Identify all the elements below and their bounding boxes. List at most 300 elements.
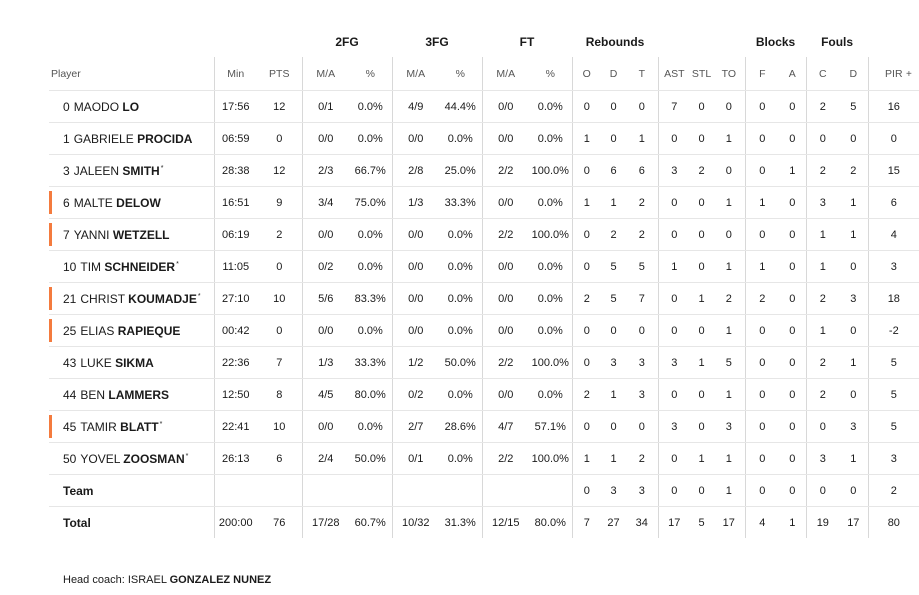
stat-d: 5 <box>839 91 868 123</box>
player-last-name[interactable]: SMITH <box>122 163 160 178</box>
group-rebounds: Rebounds <box>585 34 645 49</box>
stat-a: 0 <box>779 187 806 219</box>
stat-m-a: 2/2 <box>482 443 529 475</box>
stat-d: 0 <box>601 411 626 443</box>
stat-m-a: 0/0 <box>482 251 529 283</box>
stat-to: 1 <box>713 187 745 219</box>
player-name-cell[interactable] <box>49 283 214 315</box>
stat-a: 0 <box>779 219 806 251</box>
stat-a: 0 <box>779 315 806 347</box>
stat-m-a: 0/0 <box>392 219 439 251</box>
stat-pct <box>529 475 572 507</box>
player-name-cell[interactable] <box>49 187 214 219</box>
stat-pct: 0.0% <box>349 91 392 123</box>
stat-d: 2 <box>601 219 626 251</box>
stat-t: 2 <box>626 219 658 251</box>
col-header-18-d[interactable]: D <box>839 57 868 91</box>
stat-pct: 83.3% <box>349 283 392 315</box>
stat-pct: 0.0% <box>529 123 572 155</box>
stat-d: 1 <box>601 379 626 411</box>
head-coach-label: Head coach: <box>63 574 125 586</box>
stat-d: 0 <box>839 123 868 155</box>
player-first-name: MALTE <box>73 195 113 210</box>
stat-pct: 28.6% <box>439 411 482 443</box>
stat-m-a: 2/2 <box>482 219 529 251</box>
stat-o: 1 <box>572 443 601 475</box>
player-first-name: TIM <box>80 259 102 274</box>
stat-f: 0 <box>745 91 779 123</box>
stat-a: 0 <box>779 411 806 443</box>
stat-min: 16:51 <box>214 187 257 219</box>
stat-t: 2 <box>626 443 658 475</box>
stat-ast: 1 <box>658 251 690 283</box>
stat-ast: 0 <box>658 283 690 315</box>
stat-o: 0 <box>572 347 601 379</box>
stat-ast: 0 <box>658 123 690 155</box>
player-row[interactable] <box>49 155 919 187</box>
stat-pir: 3 <box>868 251 919 283</box>
stat-d: 0 <box>601 123 626 155</box>
stat-pct: 0.0% <box>529 251 572 283</box>
stat-min: 22:41 <box>214 411 257 443</box>
team-row <box>49 475 919 507</box>
stat-stl: 5 <box>698 516 705 529</box>
stat-d: 6 <box>601 155 626 187</box>
stat-f: 0 <box>745 475 779 507</box>
stat-stl: 0 <box>690 219 713 251</box>
player-row[interactable] <box>49 443 919 475</box>
stat-pct: 33.3% <box>349 347 392 379</box>
stat-o: 7 <box>572 507 601 539</box>
stat-pts: 10 <box>257 283 302 315</box>
stat-pts: 0 <box>257 315 302 347</box>
player-first-name: YANNI <box>73 227 110 242</box>
stat-m-a: 0/1 <box>392 443 439 475</box>
col-header-6-pct[interactable]: % <box>439 57 482 91</box>
stat-to: 1 <box>713 315 745 347</box>
stat-ast: 3 <box>658 347 690 379</box>
stat-pts: 7 <box>257 347 302 379</box>
stat-min: 06:19 <box>214 219 257 251</box>
stat-pct: 0.0% <box>529 283 572 315</box>
stat-c: 2 <box>806 283 839 315</box>
stat-ast: 0 <box>658 187 690 219</box>
stat-pct: 44.4% <box>439 91 482 123</box>
starter-marker: * <box>185 452 189 460</box>
player-name-cell[interactable] <box>49 315 214 347</box>
group-3fg: 3FG <box>425 34 449 49</box>
stat-pct: 0.0% <box>349 411 392 443</box>
stat-m-a: 1/3 <box>392 187 439 219</box>
group-header-row <box>49 26 919 57</box>
stat-to: 1 <box>713 475 745 507</box>
stat-f: 2 <box>745 283 779 315</box>
player-last-name[interactable]: WETZELL <box>112 227 170 242</box>
stat-f: 0 <box>745 123 779 155</box>
highlight-marker <box>49 415 52 438</box>
stat-pct: 0.0% <box>439 123 482 155</box>
player-last-name[interactable]: LAMMERS <box>108 387 170 402</box>
player-last-name[interactable]: KOUMADJE <box>128 291 197 306</box>
stat-d: 27 <box>607 516 620 529</box>
stat-min: 12:50 <box>214 379 257 411</box>
stat-d: 0 <box>601 91 626 123</box>
stat-m-a: 0/0 <box>482 123 529 155</box>
col-header-14-to[interactable]: TO <box>713 57 745 91</box>
stat-f: 0 <box>745 443 779 475</box>
player-row[interactable] <box>49 219 919 251</box>
col-header-4-pct[interactable]: % <box>349 57 392 91</box>
stat-t: 0 <box>626 411 658 443</box>
stat-pts: 0 <box>257 123 302 155</box>
stat-d: 3 <box>839 411 868 443</box>
stat-pct: 0.0% <box>439 443 482 475</box>
player-name-cell[interactable] <box>49 411 214 443</box>
stat-pir: 18 <box>868 283 919 315</box>
group-fouls: Fouls <box>821 34 854 49</box>
stat-pct: 25.0% <box>439 155 482 187</box>
group-blocks: Blocks <box>755 34 796 49</box>
more-columns-indicator[interactable]: + <box>906 69 912 80</box>
player-number: 6 <box>63 195 70 210</box>
stat-a: 0 <box>779 475 806 507</box>
stat-m-a: 2/7 <box>392 411 439 443</box>
stat-stl: 0 <box>690 187 713 219</box>
player-last-name[interactable]: SIKMA <box>115 355 154 370</box>
stat-pts: 6 <box>257 443 302 475</box>
stat-d: 0 <box>839 315 868 347</box>
stat-m-a: 0/0 <box>302 219 349 251</box>
stat-a: 0 <box>779 91 806 123</box>
player-last-name[interactable]: DELOW <box>116 195 161 210</box>
stat-c: 1 <box>806 251 839 283</box>
stat-m-a: 0/0 <box>302 315 349 347</box>
stat-t: 3 <box>626 347 658 379</box>
stat-pct <box>439 475 482 507</box>
stat-m-a: 0/0 <box>302 411 349 443</box>
player-first-name: JALEEN <box>73 163 120 178</box>
stat-stl: 0 <box>690 251 713 283</box>
stat-m-a: 1/2 <box>392 347 439 379</box>
player-row[interactable] <box>49 91 919 123</box>
stat-m-a: 0/0 <box>392 283 439 315</box>
stat-to: 0 <box>713 219 745 251</box>
stat-stl: 0 <box>690 123 713 155</box>
stat-to: 1 <box>713 251 745 283</box>
stat-m-a: 0/0 <box>392 315 439 347</box>
stat-m-a: 1/3 <box>302 347 349 379</box>
stat-m-a: 0/0 <box>482 379 529 411</box>
stat-pct: 50.0% <box>349 443 392 475</box>
stat-m-a: 0/0 <box>482 315 529 347</box>
stat-m-a: 2/2 <box>482 155 529 187</box>
stat-t: 0 <box>626 315 658 347</box>
stat-t: 2 <box>626 187 658 219</box>
stat-d: 0 <box>839 251 868 283</box>
stat-pts: 12 <box>257 155 302 187</box>
stat-stl: 1 <box>690 283 713 315</box>
stat-to: 0 <box>713 91 745 123</box>
stat-m-a: 2/2 <box>482 347 529 379</box>
stat-d: 5 <box>601 251 626 283</box>
stat-to: 0 <box>713 155 745 187</box>
stat-min: 11:05 <box>214 251 257 283</box>
stat-m-a: 4/9 <box>392 91 439 123</box>
stat-f: 1 <box>745 251 779 283</box>
stat-c: 19 <box>806 507 839 539</box>
stat-min: 17:56 <box>214 91 257 123</box>
box-score-table <box>49 26 919 538</box>
stat-pct: 100.0% <box>529 155 572 187</box>
stat-f: 4 <box>745 507 779 539</box>
stat-min: 27:10 <box>214 283 257 315</box>
stat-m-a: 12/15 <box>482 507 529 539</box>
stat-stl: 0 <box>690 91 713 123</box>
stat-c: 0 <box>806 475 839 507</box>
col-header-7-m-a[interactable]: M/A <box>482 57 529 91</box>
stat-pct: 0.0% <box>529 379 572 411</box>
stat-o: 0 <box>572 251 601 283</box>
stat-pts: 76 <box>273 516 286 529</box>
player-rows <box>49 91 919 539</box>
stat-min: 00:42 <box>214 315 257 347</box>
col-header-5-m-a[interactable]: M/A <box>392 57 439 91</box>
stat-to: 5 <box>713 347 745 379</box>
starter-marker: * <box>159 420 163 428</box>
highlight-marker <box>49 191 52 214</box>
stat-pct: 0.0% <box>349 219 392 251</box>
player-row[interactable] <box>49 315 919 347</box>
stat-pir: 15 <box>868 155 919 187</box>
highlight-marker <box>49 223 52 246</box>
col-header-1-min[interactable]: Min <box>214 57 257 91</box>
stat-stl: 0 <box>690 379 713 411</box>
stat-pct: 100.0% <box>529 347 572 379</box>
stat-d: 3 <box>839 283 868 315</box>
stat-a: 0 <box>779 443 806 475</box>
column-header-row <box>49 57 919 91</box>
stat-t: 3 <box>626 379 658 411</box>
stat-c: 1 <box>806 219 839 251</box>
stat-pct: 0.0% <box>349 123 392 155</box>
stat-o: 1 <box>572 187 601 219</box>
stat-pct: 80.0% <box>349 379 392 411</box>
stat-o: 0 <box>572 475 601 507</box>
player-name-cell[interactable] <box>49 251 214 283</box>
player-row[interactable] <box>49 379 919 411</box>
player-number: 25 <box>63 323 77 338</box>
stat-pts: 9 <box>257 187 302 219</box>
col-header-17-c[interactable]: C <box>806 57 839 91</box>
stat-m-a <box>302 475 349 507</box>
player-name-cell[interactable] <box>49 155 214 187</box>
starter-marker: * <box>160 164 164 172</box>
stat-pct: 60.7% <box>354 516 386 529</box>
head-coach-first: ISRAEL <box>127 574 167 586</box>
stat-to: 1 <box>713 379 745 411</box>
stat-pir: 80 <box>868 507 919 539</box>
col-header-16-a[interactable]: A <box>779 57 806 91</box>
stat-min: 06:59 <box>214 123 257 155</box>
stat-to: 17 <box>722 516 735 529</box>
col-header-15-f[interactable]: F <box>745 57 779 91</box>
player-number: 3 <box>63 163 70 178</box>
highlight-marker <box>49 287 52 310</box>
stat-m-a: 0/0 <box>482 91 529 123</box>
starter-marker: * <box>176 260 179 268</box>
stat-o: 0 <box>572 91 601 123</box>
stat-min: 200:00 <box>214 507 257 539</box>
stat-m-a <box>482 475 529 507</box>
player-number: 50 <box>63 451 77 466</box>
stat-m-a: 2/8 <box>392 155 439 187</box>
player-row[interactable] <box>49 187 919 219</box>
stat-d: 1 <box>839 187 868 219</box>
stat-f: 1 <box>745 187 779 219</box>
player-name-cell[interactable] <box>49 219 214 251</box>
stat-pir: 3 <box>868 443 919 475</box>
stat-pct: 0.0% <box>439 251 482 283</box>
player-name-cell[interactable] <box>49 123 214 155</box>
stat-pir: 4 <box>868 219 919 251</box>
stat-c: 0 <box>806 123 839 155</box>
stat-pts: 0 <box>257 251 302 283</box>
stat-pct: 80.0% <box>534 516 566 529</box>
stat-t: 3 <box>626 475 658 507</box>
stat-pts: 8 <box>257 379 302 411</box>
player-name-cell[interactable] <box>49 379 214 411</box>
stat-pir: 5 <box>868 379 919 411</box>
stat-min: 28:38 <box>214 155 257 187</box>
player-row[interactable] <box>49 283 919 315</box>
stat-o: 0 <box>572 411 601 443</box>
stat-to: 3 <box>713 411 745 443</box>
stat-t: 5 <box>626 251 658 283</box>
player-row[interactable] <box>49 251 919 283</box>
stat-m-a: 10/32 <box>392 507 439 539</box>
player-first-name: CHRIST <box>80 291 125 306</box>
stat-pct: 100.0% <box>529 219 572 251</box>
stat-stl: 2 <box>690 155 713 187</box>
stat-ast: 0 <box>658 475 690 507</box>
stat-pir: 6 <box>868 187 919 219</box>
stat-c: 0 <box>806 411 839 443</box>
stat-m-a: 3/4 <box>302 187 349 219</box>
player-number: 43 <box>63 355 77 370</box>
stat-min <box>214 475 257 507</box>
col-header-13-stl[interactable]: STL <box>690 57 713 91</box>
stat-pts: 2 <box>257 219 302 251</box>
stat-c: 2 <box>806 347 839 379</box>
stat-a: 0 <box>779 347 806 379</box>
stat-stl: 1 <box>690 443 713 475</box>
stat-a: 1 <box>779 155 806 187</box>
stat-m-a: 4/5 <box>302 379 349 411</box>
total-row <box>49 507 919 539</box>
player-last-name[interactable]: PROCIDA <box>137 131 193 146</box>
stat-f: 0 <box>745 379 779 411</box>
player-last-name[interactable]: SCHNEIDER <box>104 259 176 274</box>
starter-marker: * <box>197 292 201 300</box>
stat-o: 0 <box>572 315 601 347</box>
stat-pct: 0.0% <box>439 315 482 347</box>
stat-pir: -2 <box>868 315 919 347</box>
stat-pct: 57.1% <box>529 411 572 443</box>
stat-pts: 12 <box>257 91 302 123</box>
col-header-2-pts[interactable]: PTS <box>257 57 302 91</box>
stat-c: 2 <box>806 91 839 123</box>
stat-m-a: 0/0 <box>482 283 529 315</box>
col-header-10-d[interactable]: D <box>601 57 626 91</box>
stat-t: 1 <box>626 123 658 155</box>
player-first-name: GABRIELE <box>73 131 134 146</box>
player-name-cell[interactable] <box>49 91 214 123</box>
stat-c: 2 <box>806 155 839 187</box>
col-header-9-o[interactable]: O <box>572 57 601 91</box>
player-last-name[interactable]: LO <box>122 99 140 114</box>
stat-a: 0 <box>779 123 806 155</box>
stat-c: 3 <box>806 443 839 475</box>
stat-a: 1 <box>789 516 796 529</box>
stat-ast: 3 <box>658 155 690 187</box>
col-header-8-pct[interactable]: % <box>529 57 572 91</box>
stat-t: 0 <box>626 91 658 123</box>
stat-m-a: 0/0 <box>302 123 349 155</box>
col-header-3-m-a[interactable]: M/A <box>302 57 349 91</box>
player-row[interactable] <box>49 411 919 443</box>
col-header-11-t[interactable]: T <box>626 57 658 91</box>
stat-ast: 3 <box>658 411 690 443</box>
stat-pir: 5 <box>868 411 919 443</box>
player-row[interactable] <box>49 347 919 379</box>
player-last-name[interactable]: ZOOSMAN <box>123 451 185 466</box>
stat-d: 1 <box>839 219 868 251</box>
highlight-marker <box>49 319 52 342</box>
stat-pct: 0.0% <box>349 315 392 347</box>
stat-pct: 0.0% <box>439 379 482 411</box>
col-header-0-player[interactable]: Player <box>49 57 214 91</box>
stat-m-a: 0/2 <box>302 251 349 283</box>
stat-m-a <box>392 475 439 507</box>
stat-pct: 33.3% <box>439 187 482 219</box>
player-name-cell[interactable] <box>49 347 214 379</box>
stat-f: 0 <box>745 219 779 251</box>
stat-pct: 0.0% <box>529 187 572 219</box>
stat-pct: 0.0% <box>439 283 482 315</box>
stat-o: 1 <box>572 123 601 155</box>
col-header-12-ast[interactable]: AST <box>658 57 690 91</box>
stat-d: 0 <box>839 475 868 507</box>
stat-pct: 31.3% <box>444 516 476 529</box>
player-last-name[interactable]: RAPIEQUE <box>117 323 181 338</box>
player-last-name[interactable]: BLATT <box>120 419 159 434</box>
stat-d: 3 <box>601 347 626 379</box>
stat-m-a: 0/2 <box>392 379 439 411</box>
stat-m-a: 2/3 <box>302 155 349 187</box>
player-row[interactable] <box>49 123 919 155</box>
stat-stl: 0 <box>690 411 713 443</box>
stat-d: 17 <box>847 516 860 529</box>
stat-pct: 0.0% <box>529 315 572 347</box>
col-header-19-pir[interactable]: PIR <box>868 57 919 91</box>
player-first-name: BEN <box>80 387 106 402</box>
player-name-cell[interactable] <box>49 443 214 475</box>
head-coach-last: GONZALEZ NUNEZ <box>169 574 272 586</box>
stat-pct: 66.7% <box>349 155 392 187</box>
stat-t: 7 <box>626 283 658 315</box>
stat-c: 3 <box>806 187 839 219</box>
stat-pct: 50.0% <box>439 347 482 379</box>
